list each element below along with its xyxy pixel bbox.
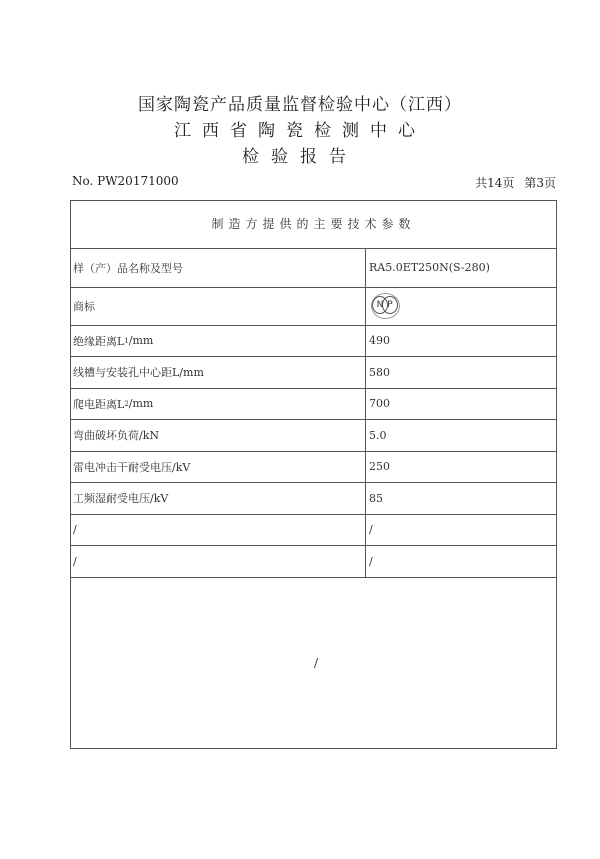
total-pages: 共14页 — [475, 176, 515, 190]
row-value: / — [369, 523, 373, 536]
row-label: 绝缘距离L 1 /mm — [73, 334, 154, 348]
row-value: 5.0 — [369, 428, 387, 442]
table-row-trademark — [71, 287, 556, 326]
row-label: 线槽与安装孔中心距L/mm — [73, 366, 204, 379]
table-row-empty-1 — [71, 514, 556, 546]
row-value: 490 — [369, 334, 390, 347]
report-title-line-3: 检验报告 — [242, 147, 358, 167]
table-row-lightning-impulse-voltage — [71, 451, 556, 483]
current-page: 第3页 — [524, 176, 556, 190]
row-value: 580 — [369, 365, 390, 379]
technical-parameters-table — [70, 200, 557, 749]
row-label: 样（产）品名称及型号 — [73, 261, 183, 275]
row-label: 商标 — [73, 300, 95, 313]
row-label: 爬电距离L 2 /mm — [73, 397, 154, 411]
report-number: No. PW20171000 — [72, 174, 179, 188]
table-row-product-model — [71, 248, 556, 288]
page-info — [475, 174, 556, 191]
row-label: 雷电冲击干耐受电压/kV — [73, 460, 191, 474]
row-value: 700 — [369, 397, 390, 410]
table-row-wet-withstand-voltage — [71, 482, 556, 515]
report-title-line-1: 国家陶瓷产品质量监督检验中心（江西） — [138, 95, 462, 115]
row-value: 250 — [369, 460, 390, 473]
row-value: 85 — [369, 491, 383, 505]
report-title-line-2: 江西省陶瓷检测中心 — [174, 121, 426, 141]
table-row-slot-hole-distance — [71, 356, 556, 389]
table-row-bending-load — [71, 419, 556, 452]
trademark-logo-icon: N P — [371, 293, 399, 319]
row-label: / — [73, 554, 77, 568]
row-label: 工频湿耐受电压/kV — [73, 492, 169, 505]
row-label: 弯曲破坏负荷/kN — [73, 429, 159, 442]
blank-area-mark: / — [314, 656, 319, 670]
table-row-insulation-distance — [71, 325, 556, 357]
table-row-empty-2 — [71, 545, 556, 578]
table-heading: 制造方提供的主要技术参数 — [71, 201, 556, 249]
row-value — [369, 287, 399, 325]
row-value: RA5.0ET250N(S-280) — [369, 261, 490, 274]
row-value: / — [369, 554, 373, 568]
table-row-creepage-distance — [71, 388, 556, 420]
row-label: / — [73, 523, 77, 536]
column-divider — [365, 248, 366, 577]
